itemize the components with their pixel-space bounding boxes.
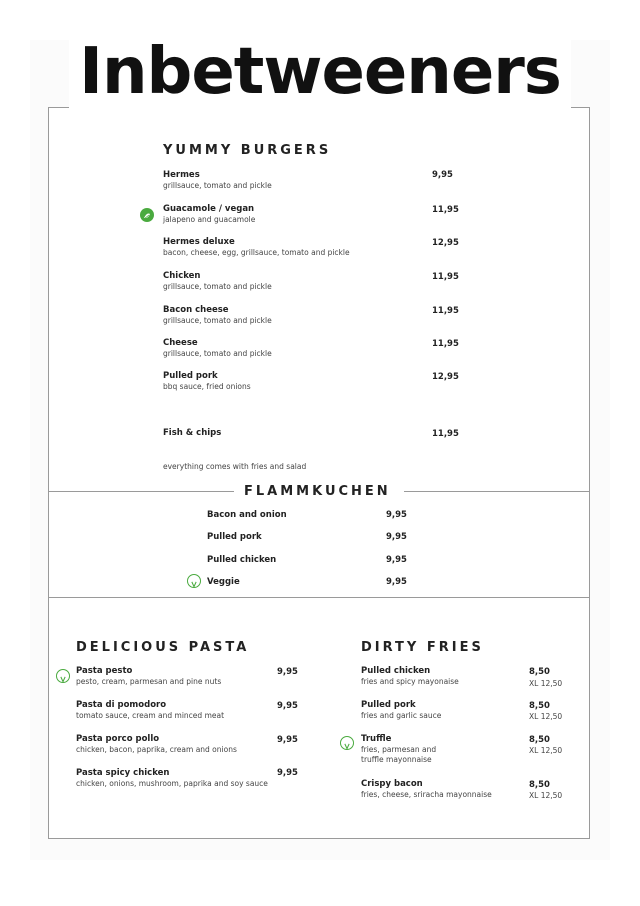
item-price: 9,95 (277, 667, 298, 677)
item-price: 8,50 (529, 701, 550, 711)
menu-item (361, 734, 436, 764)
item-price: 11,95 (432, 272, 459, 282)
burgers-title: YUMMY BURGERS (163, 143, 332, 158)
menu-item-name: Pulled pork (207, 532, 262, 542)
item-price-xl: XL 12,50 (529, 712, 563, 721)
item-name: Hermes deluxe (163, 237, 235, 247)
item-name: Bacon cheese (163, 305, 229, 315)
item-price: 11,95 (432, 339, 459, 349)
pasta-title: DELICIOUS PASTA (76, 640, 250, 655)
item-price: 12,95 (432, 238, 459, 248)
item-name: Cheese (163, 338, 198, 348)
item-desc: tomato sauce, cream and minced meat (76, 711, 225, 720)
item-desc: pesto, cream, parmesan and pine nuts (76, 677, 222, 686)
menu-item (76, 666, 221, 686)
item-price-xl: XL 12,50 (529, 679, 563, 688)
item-desc: fries and spicy mayonaise (361, 677, 459, 686)
item-desc: chicken, bacon, paprika, cream and onions (76, 745, 237, 754)
menu-item (76, 768, 268, 788)
item-desc: chicken, onions, mushroom, paprika and soy sauce (76, 779, 268, 788)
menu-item-name: Veggie (207, 577, 240, 587)
menu-item (163, 204, 255, 224)
item-price: 11,95 (432, 429, 459, 439)
item-desc: bbq sauce, fried onions (163, 382, 251, 391)
divider (404, 491, 590, 492)
menu-frame (48, 107, 590, 839)
item-name: Pulled chicken (361, 666, 431, 676)
item-name: Hermes (163, 170, 200, 180)
divider (48, 597, 590, 598)
item-price-xl: XL 12,50 (529, 746, 563, 755)
item-price: 9,95 (277, 735, 298, 745)
menu-item (163, 371, 251, 391)
item-desc: grillsauce, tomato and pickle (163, 181, 272, 190)
item-price: 9,95 (432, 170, 453, 180)
item-desc: jalapeno and guacamole (163, 215, 256, 224)
item-name: Pasta di pomodoro (76, 700, 167, 710)
item-name: Pulled pork (163, 371, 218, 381)
item-name: Pasta porco pollo (76, 734, 160, 744)
item-price: 11,95 (432, 205, 459, 215)
item-name: Crispy bacon (361, 779, 423, 789)
menu-item (76, 700, 224, 720)
item-price: 8,50 (529, 780, 550, 790)
item-name: Pasta pesto (76, 666, 133, 676)
menu-item (361, 666, 459, 686)
item-price: 8,50 (529, 735, 550, 745)
item-name: Chicken (163, 271, 201, 281)
item-desc: bacon, cheese, egg, grillsauce, tomato and pickle (163, 248, 350, 257)
flammkuchen-title: FLAMMKUCHEN (244, 484, 391, 499)
item-desc-line2: truffle mayonnaise (361, 755, 432, 764)
item-price: 9,95 (386, 510, 407, 520)
vegan-icon (140, 208, 154, 222)
menu-item (163, 170, 272, 190)
vegetarian-icon (340, 736, 354, 750)
menu-item (76, 734, 237, 754)
item-desc: grillsauce, tomato and pickle (163, 282, 272, 291)
item-price: 8,50 (529, 667, 550, 677)
item-price: 9,95 (386, 555, 407, 565)
item-price: 11,95 (432, 306, 459, 316)
item-name: Pulled pork (361, 700, 416, 710)
item-desc: fries and garlic sauce (361, 711, 442, 720)
item-desc: grillsauce, tomato and pickle (163, 349, 272, 358)
item-desc: grillsauce, tomato and pickle (163, 316, 272, 325)
menu-item-name: Pulled chicken (207, 555, 277, 565)
menu-item-name: Bacon and onion (207, 510, 287, 520)
divider (48, 491, 234, 492)
vegetarian-icon (56, 669, 70, 683)
item-desc: fries, parmesan and (361, 745, 437, 754)
menu-item (361, 700, 441, 720)
item-price: 9,95 (277, 768, 298, 778)
item-price: 12,95 (432, 372, 459, 382)
item-price: 9,95 (386, 532, 407, 542)
item-name: Guacamole / vegan (163, 204, 255, 214)
burgers-note: everything comes with fries and salad (163, 462, 307, 471)
menu-item (163, 338, 272, 358)
menu-item (163, 237, 350, 257)
menu-item (163, 305, 272, 325)
restaurant-logo: Inbetweeners (0, 40, 640, 104)
menu-item (163, 428, 221, 438)
item-price-xl: XL 12,50 (529, 791, 563, 800)
fries-title: DIRTY FRIES (361, 640, 484, 655)
item-price: 9,95 (386, 577, 407, 587)
menu-item (361, 779, 492, 799)
menu-item (163, 271, 272, 291)
item-name: Pasta spicy chicken (76, 768, 170, 778)
item-name: Fish & chips (163, 428, 222, 438)
item-name: Truffle (361, 734, 392, 744)
item-desc: fries, cheese, sriracha mayonnaise (361, 790, 492, 799)
item-price: 9,95 (277, 701, 298, 711)
vegetarian-icon (187, 574, 201, 588)
